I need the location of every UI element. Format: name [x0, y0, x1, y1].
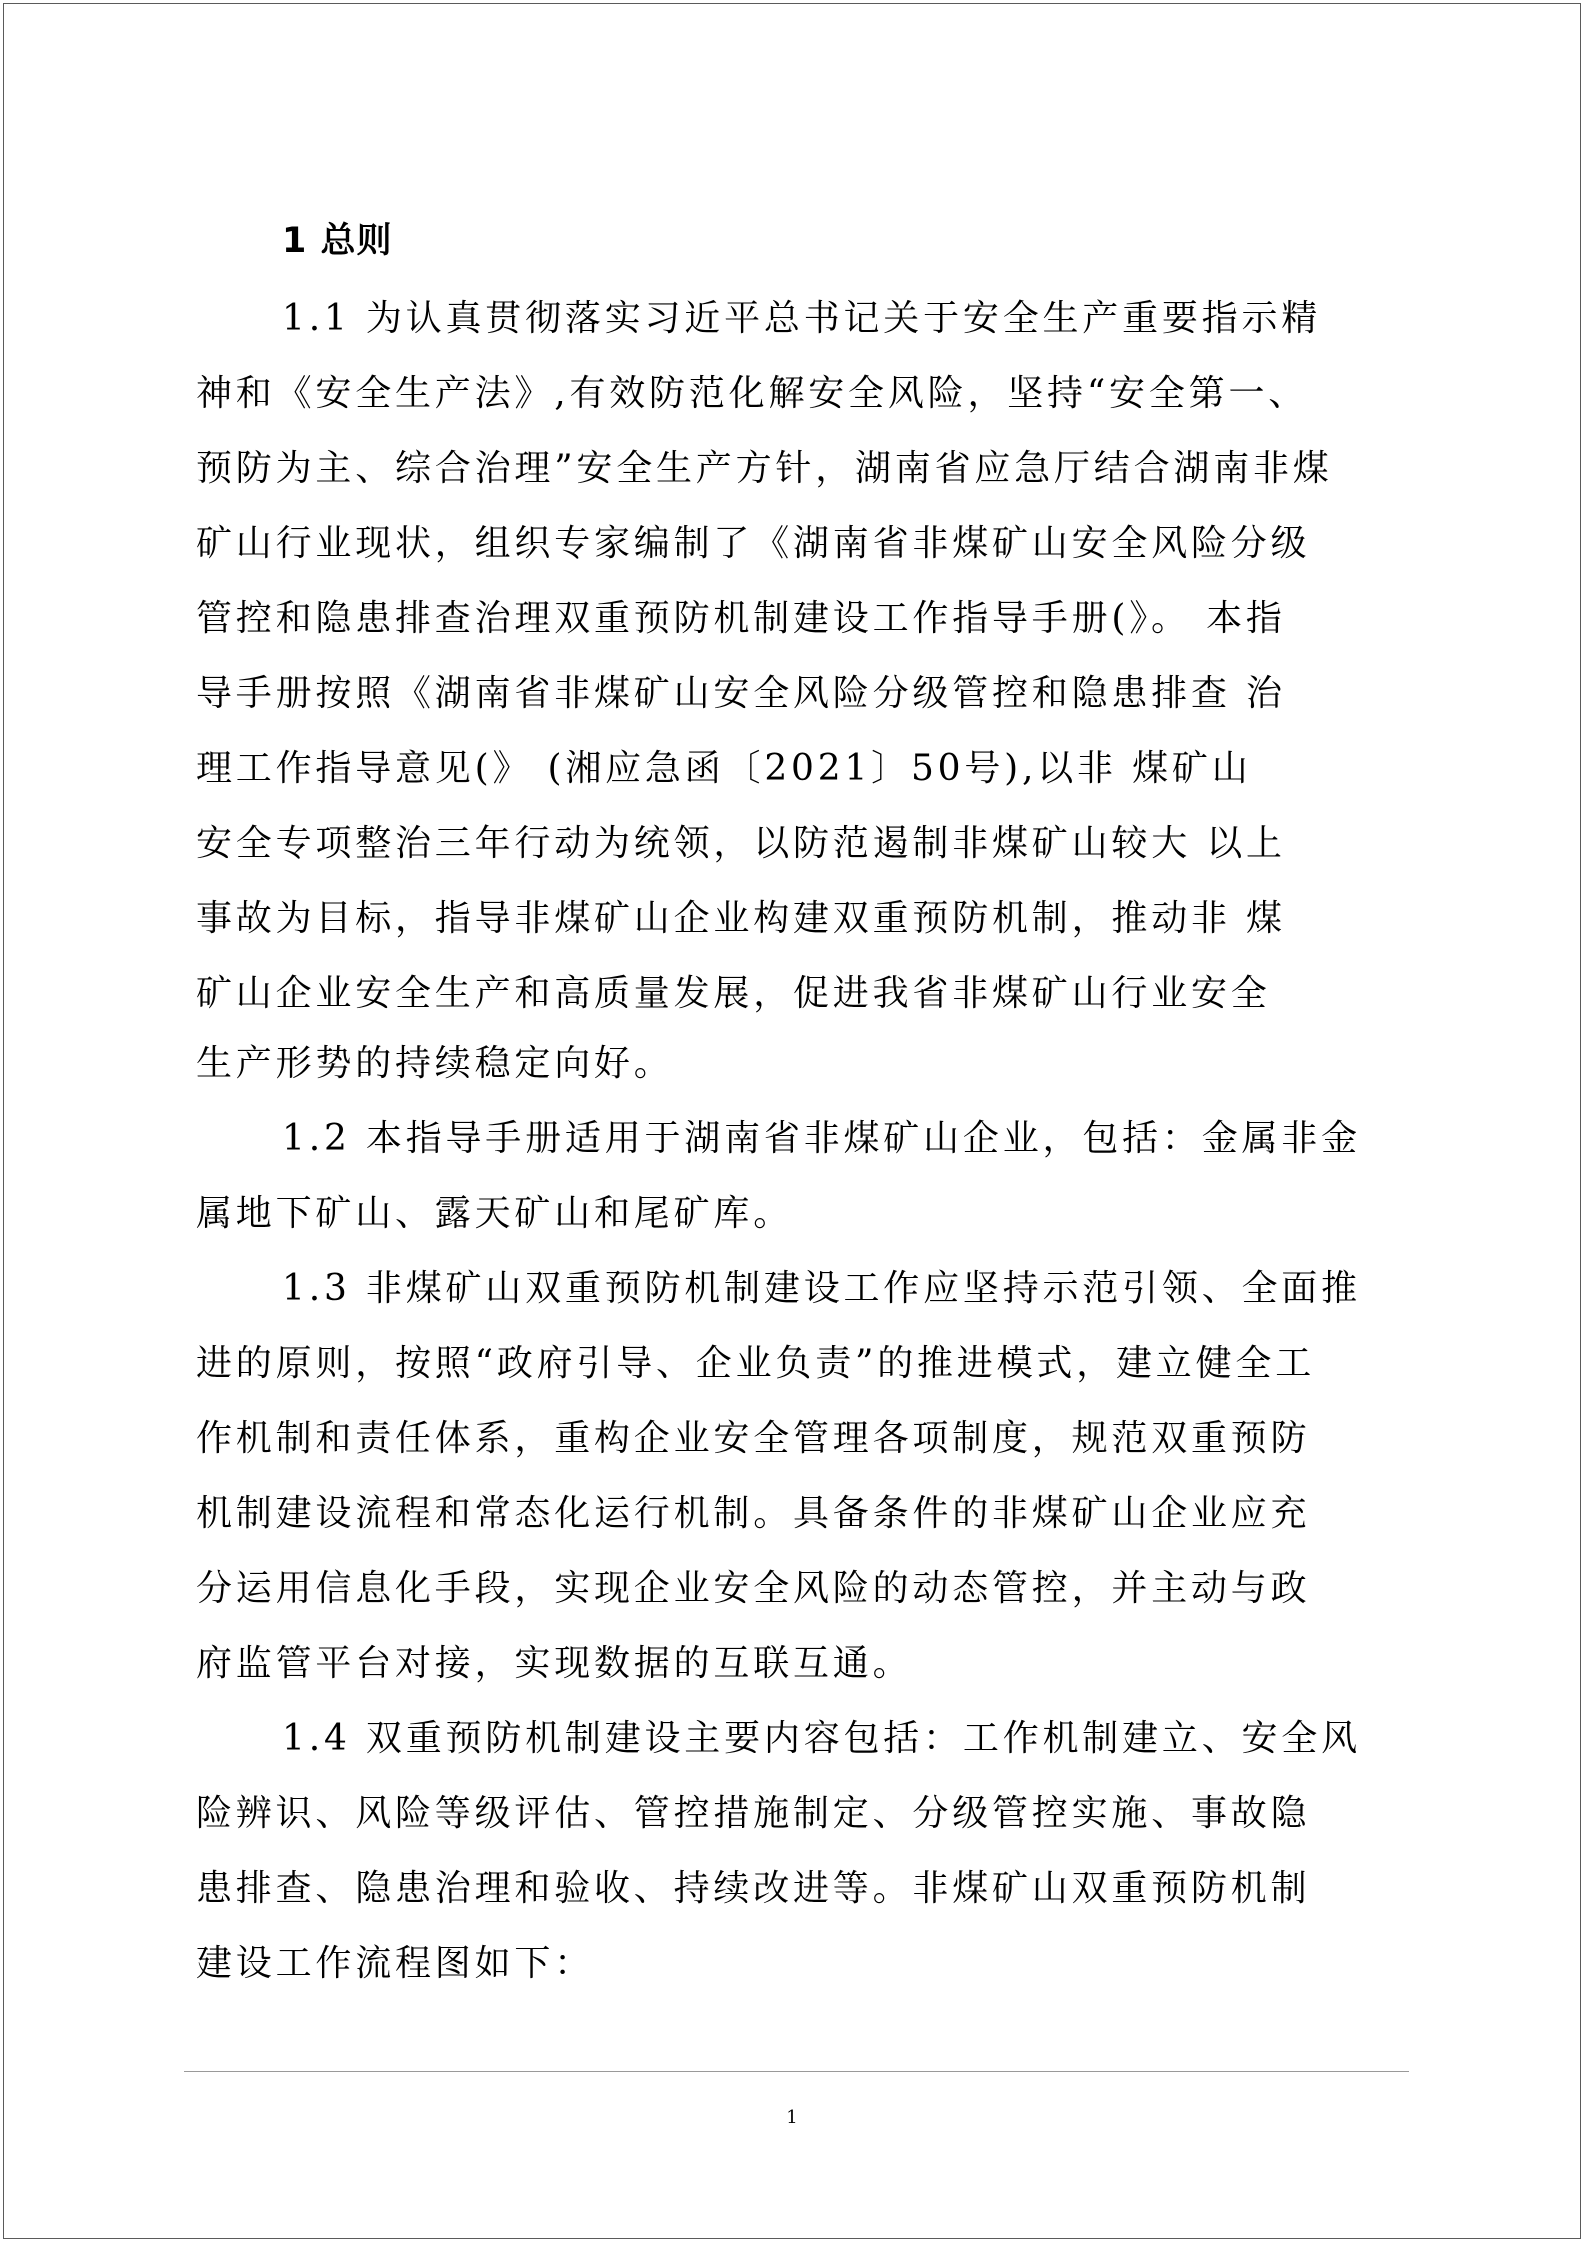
- paragraph-line: 分运用信息化手段，实现企业安全风险的动态管控，并主动与政: [196, 1568, 1311, 1609]
- paragraph-line: 生产形势的持续稳定向好。: [196, 1043, 674, 1084]
- page-number: 1: [786, 2107, 798, 2128]
- paragraph-line: 作机制和责任体系，重构企业安全管理各项制度，规范双重预防: [196, 1418, 1311, 1459]
- paragraph-line: 建设工作流程图如下：: [196, 1943, 595, 1984]
- section-title: 1 总则: [282, 221, 393, 261]
- paragraph-line: 府监管平台对接，实现数据的互联互通。: [196, 1643, 913, 1684]
- paragraph-line: 1.2 本指导手册适用于湖南省非煤矿山企业，包括：金属非金: [282, 1118, 1361, 1159]
- paragraph-line: 1.3 非煤矿山双重预防机制建设工作应坚持示范引领、全面推: [282, 1268, 1361, 1309]
- paragraph-line: 矿山行业现状，组织专家编制了《湖南省非煤矿山安全风险分级: [196, 523, 1311, 564]
- paragraph-line: 神和《安全生产法》,有效防范化解安全风险，坚持“安全第一、: [196, 373, 1309, 414]
- paragraph-line: 管控和隐患排查治理双重预防机制建设工作指导手册(》。 本指: [196, 598, 1286, 639]
- paragraph-line: 机制建设流程和常态化运行机制。具备条件的非煤矿山企业应充: [196, 1493, 1311, 1534]
- paragraph-line: 属地下矿山、露天矿山和尾矿库。: [196, 1193, 794, 1234]
- paragraph-line: 事故为目标，指导非煤矿山企业构建双重预防机制，推动非 煤: [196, 898, 1286, 939]
- footer-divider: [184, 2071, 1409, 2072]
- paragraph-line: 安全专项整治三年行动为统领，以防范遏制非煤矿山较大 以上: [196, 823, 1286, 864]
- paragraph-line: 理工作指导意见(》 (湘应急函〔2021〕50号),以非 煤矿山: [196, 748, 1252, 789]
- paragraph-line: 1.4 双重预防机制建设主要内容包括：工作机制建立、安全风: [282, 1718, 1361, 1759]
- paragraph-line: 险辨识、风险等级评估、管控措施制定、分级管控实施、事故隐: [196, 1793, 1311, 1834]
- paragraph-line: 矿山企业安全生产和高质量发展，促进我省非煤矿山行业安全: [196, 973, 1271, 1014]
- paragraph-line: 进的原则，按照“政府引导、企业负责”的推进模式，建立健全工: [196, 1343, 1316, 1384]
- paragraph-line: 导手册按照《湖南省非煤矿山安全风险分级管控和隐患排查 治: [196, 673, 1286, 714]
- paragraph-line: 患排查、隐患治理和验收、持续改进等。非煤矿山双重预防机制: [196, 1868, 1311, 1909]
- document-page: [3, 3, 1581, 2239]
- paragraph-line: 1.1 为认真贯彻落实习近平总书记关于安全生产重要指示精: [282, 298, 1322, 339]
- paragraph-line: 预防为主、综合治理”安全生产方针，湖南省应急厅结合湖南非煤: [196, 448, 1333, 489]
